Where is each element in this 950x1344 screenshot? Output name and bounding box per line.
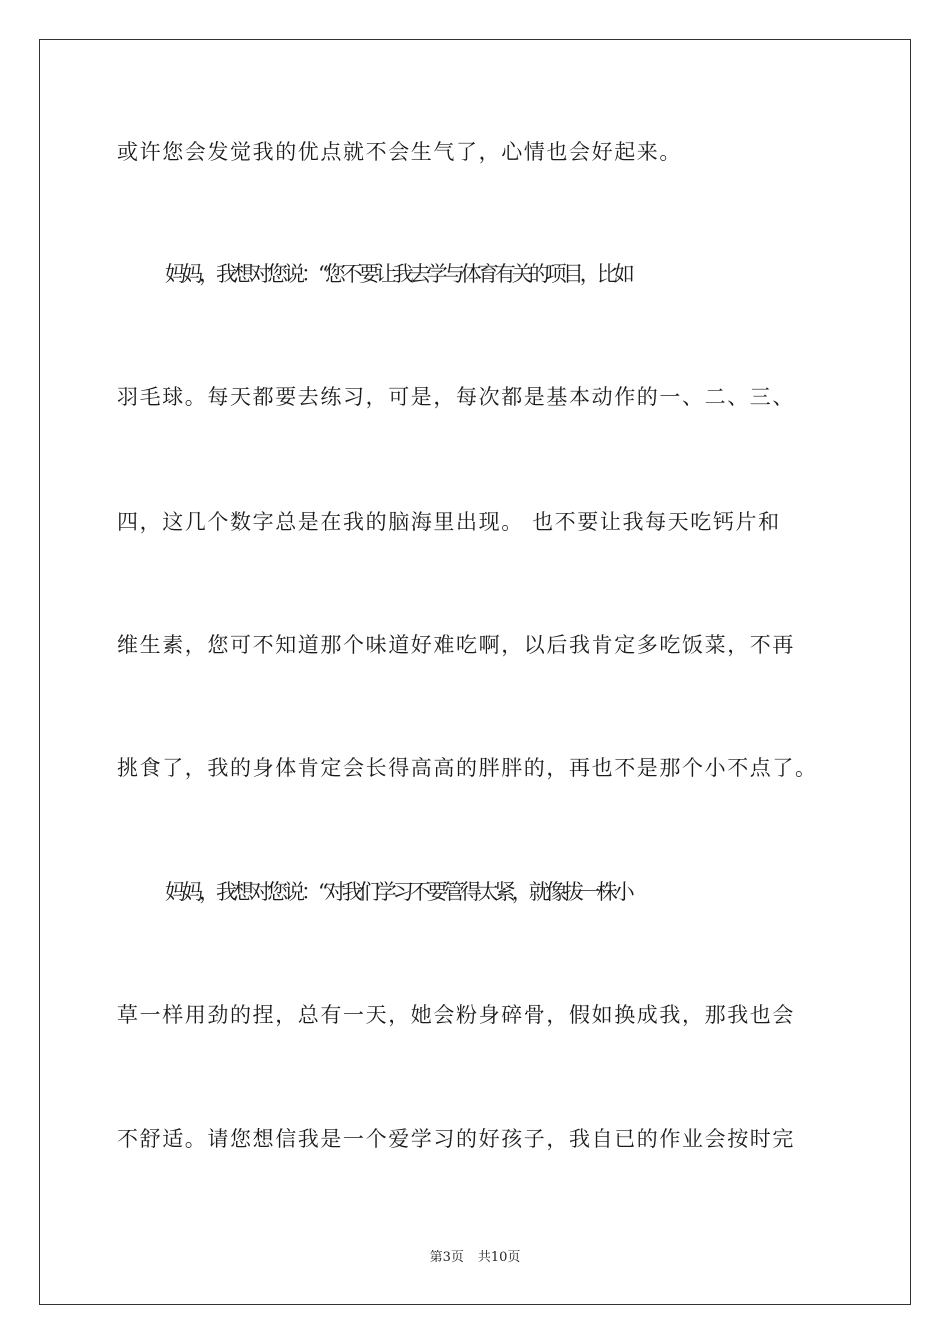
- text-line-6: 挑食了，我的身体肯定会长得高高的胖胖的，再也不是那个小不点了。: [117, 756, 818, 780]
- text-line-8: 草一样用劲的捏，总有一天，她会粉身碎骨，假如换成我，那我也会: [117, 1003, 795, 1027]
- text-line-9: 不舒适。请您想信我是一个爱学习的好孩子，我自已的作业会按时完: [117, 1127, 795, 1151]
- text-line-2: 妈妈，我想对您说：“您不要让我去学与体育有关的项目，比如: [165, 262, 631, 286]
- page-footer: [0, 1246, 950, 1265]
- text-line-5: 维生素，您可不知道那个味道好难吃啊，以后我肯定多吃饭菜，不再: [117, 633, 795, 657]
- text-line-3: 羽毛球。每天都要去练习，可是，每次都是基本动作的一、二、三、: [117, 385, 795, 409]
- page-frame: [39, 39, 911, 1305]
- text-line-1: 或许您会发觉我的优点就不会生气了，心情也会好起来。: [117, 140, 682, 164]
- text-line-7: 妈妈，我想对您说：“对我们学习不要管得太紧，就像拔一株小: [165, 880, 631, 904]
- page-total: 共10页: [477, 1250, 521, 1265]
- page-number: 第3页: [429, 1250, 464, 1265]
- text-line-4: 四，这几个数字总是在我的脑海里出现。 也不要让我每天吃钙片和: [117, 510, 781, 534]
